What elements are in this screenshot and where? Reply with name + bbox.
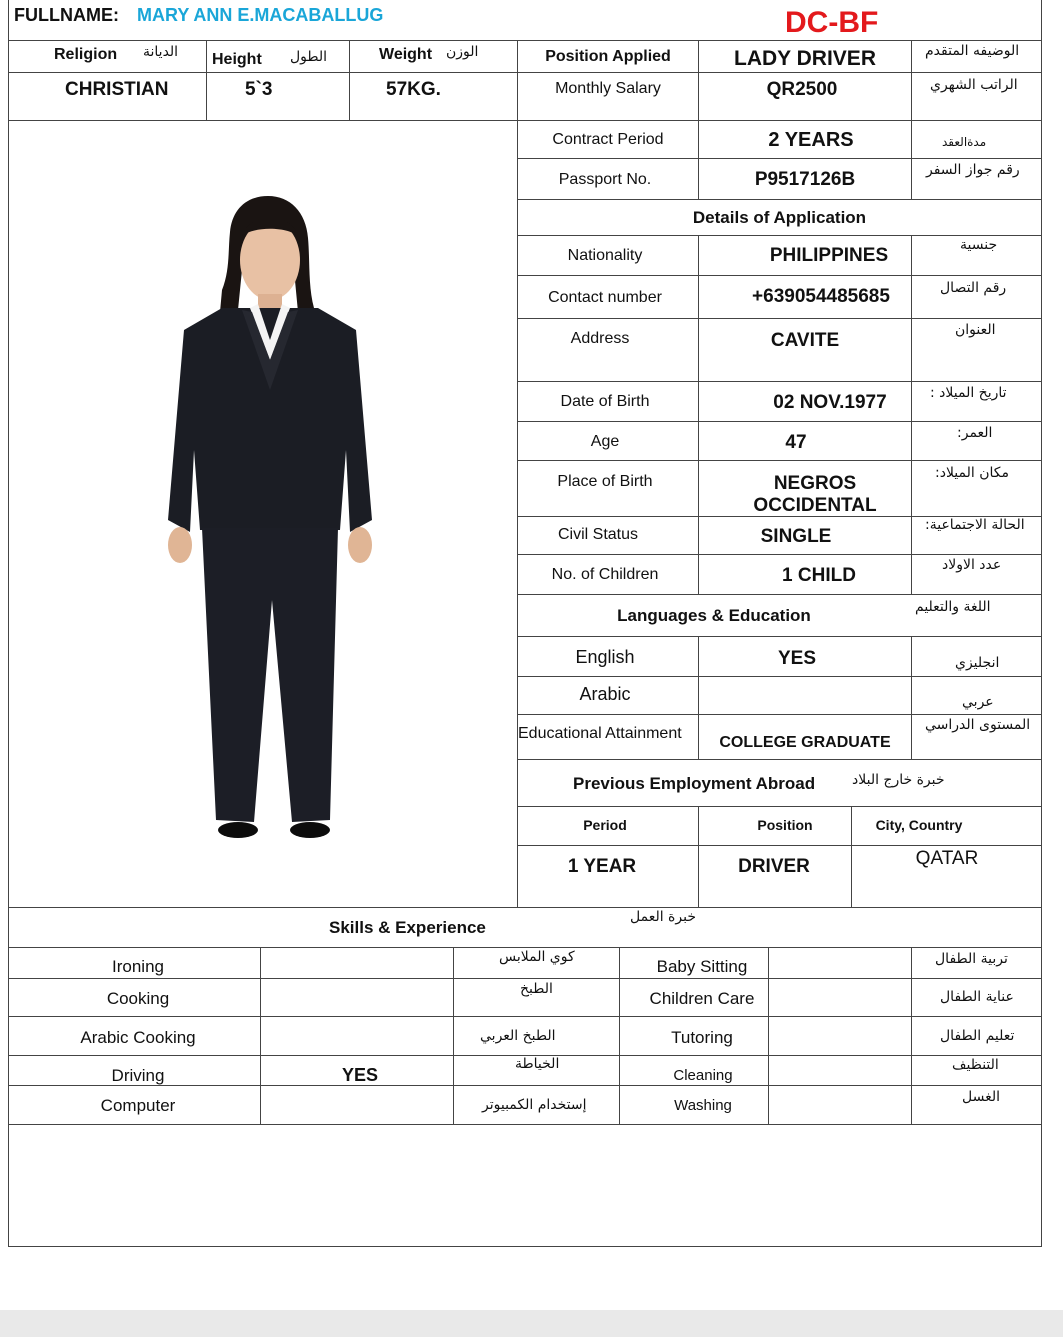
divider: [911, 636, 912, 759]
monthly-salary-label-ar: الراتب الشهري: [930, 77, 1018, 93]
position-applied-label: Position Applied: [545, 48, 671, 65]
position-applied-value: LADY DRIVER: [734, 47, 876, 70]
arabic-label: Arabic: [579, 684, 631, 704]
religion-label-ar: الديانة: [143, 44, 179, 60]
skill-baby-sitting-label-ar: تربية الطفال: [935, 951, 1008, 967]
skill-washing-label: Washing: [674, 1097, 732, 1114]
weight-value: 57KG.: [386, 79, 441, 100]
monthly-salary-label: Monthly Salary: [555, 80, 661, 97]
form-code: DC-BF: [785, 6, 879, 39]
civil-status-label: Civil Status: [557, 526, 639, 543]
passport-no-label-ar: رقم جواز السفر: [926, 162, 1020, 178]
skill-cleaning-label-ar: التنظيف: [952, 1057, 999, 1073]
height-label: Height: [212, 51, 262, 68]
divider: [8, 1124, 1042, 1125]
age-label: Age: [590, 433, 620, 450]
details-of-application-title: Details of Application: [692, 208, 867, 227]
civil-status-label-ar: الحالة الاجتماعية:: [925, 517, 1025, 533]
contract-period-value: 2 YEARS: [768, 129, 854, 151]
nationality-label: Nationality: [567, 247, 643, 264]
place-of-birth-label: Place of Birth: [557, 473, 653, 490]
monthly-salary-value: QR2500: [766, 79, 838, 100]
divider: [517, 235, 1042, 236]
fullname-label: FULLNAME:: [14, 5, 119, 25]
height-value: 5`3: [245, 79, 273, 100]
address-value: CAVITE: [770, 330, 840, 351]
contract-period-label-ar: مدةالعقد: [942, 135, 987, 149]
divider: [8, 978, 1042, 979]
contract-period-label: Contract Period: [552, 131, 664, 148]
height-label-ar: الطول: [290, 49, 328, 65]
religion-value: CHRISTIAN: [65, 79, 169, 100]
skill-cooking-label-ar: الطبخ: [520, 981, 553, 997]
divider: [8, 40, 1042, 41]
divider: [517, 199, 1042, 200]
divider: [517, 676, 1042, 677]
position-applied-label-ar: الوضيفه المتقدم: [925, 43, 1020, 59]
place-of-birth-value-line1: NEGROS: [773, 473, 857, 494]
passport-no-label: Passport No.: [558, 171, 652, 188]
educational-attainment-label-ar: المستوى الدراسي: [925, 717, 1031, 733]
skill-computer-label: Computer: [100, 1096, 176, 1115]
divider: [8, 1085, 1042, 1086]
divider: [911, 947, 912, 1124]
skill-driving-label-ar: الخياطة: [515, 1056, 560, 1072]
divider: [8, 120, 1042, 121]
languages-education-title: Languages & Education: [617, 606, 811, 625]
address-label: Address: [570, 330, 630, 347]
contact-number-label-ar: رقم التصال: [940, 280, 1007, 296]
divider: [517, 460, 1042, 461]
skill-arabic-cooking-label-ar: الطبخ العربي: [480, 1028, 556, 1044]
weight-label-ar: الوزن: [446, 44, 479, 60]
divider: [517, 806, 1042, 807]
divider: [517, 759, 1042, 760]
skill-ironing-label: Ironing: [112, 957, 164, 976]
employment-position-value: DRIVER: [738, 856, 810, 877]
page-bottom-edge: [0, 1310, 1063, 1337]
divider: [517, 845, 1042, 846]
employment-header-city-country: City, Country: [875, 817, 963, 833]
skill-computer-label-ar: إستخدام الكمبيوتر: [482, 1097, 587, 1113]
weight-label: Weight: [379, 46, 433, 63]
divider: [453, 947, 454, 1124]
skill-cooking-label: Cooking: [106, 989, 170, 1008]
divider: [517, 158, 1042, 159]
skill-baby-sitting-label: Baby Sitting: [656, 957, 748, 976]
place-of-birth-label-ar: مكان الميلاد:: [935, 465, 1010, 481]
address-label-ar: العنوان: [955, 322, 996, 338]
divider: [517, 421, 1042, 422]
age-label-ar: العمر:: [957, 425, 993, 441]
divider: [517, 554, 1042, 555]
passport-no-value: P9517126B: [754, 169, 856, 190]
divider: [8, 72, 1042, 73]
divider: [517, 275, 1042, 276]
educational-attainment-value: COLLEGE GRADUATE: [719, 734, 891, 751]
date-of-birth-value: 02 NOV.1977: [773, 392, 887, 413]
skills-experience-title: Skills & Experience: [329, 918, 486, 937]
nationality-value: PHILIPPINES: [769, 245, 889, 266]
divider: [911, 40, 912, 199]
skill-driving-value: YES: [341, 1065, 379, 1085]
no-of-children-label: No. of Children: [551, 566, 659, 583]
place-of-birth-value-line2: OCCIDENTAL: [753, 495, 877, 516]
divider: [8, 947, 1042, 948]
skill-tutoring-label: Tutoring: [671, 1028, 733, 1047]
english-label-ar: انجليزي: [955, 655, 1000, 671]
divider: [517, 594, 1042, 595]
english-label: English: [575, 647, 635, 667]
date-of-birth-label-ar: تاريخ الميلاد :: [930, 385, 1007, 401]
contact-number-value: +639054485685: [752, 286, 890, 307]
no-of-children-label-ar: عدد الاولاد: [942, 557, 1002, 573]
divider: [517, 318, 1042, 319]
skills-experience-title-ar: خبرة العمل: [630, 909, 696, 925]
age-value: 47: [785, 432, 807, 453]
employment-header-period: Period: [583, 817, 627, 833]
employment-period-value: 1 YEAR: [567, 856, 637, 877]
skill-ironing-label-ar: كوي الملابس: [499, 949, 575, 965]
educational-attainment-label: Educational Attainment: [518, 725, 682, 742]
nationality-label-ar: جنسية: [960, 237, 998, 253]
divider: [517, 381, 1042, 382]
skill-arabic-cooking-label: Arabic Cooking: [80, 1028, 196, 1047]
divider: [8, 1016, 1042, 1017]
languages-education-title-ar: اللغة والتعليم: [915, 599, 991, 615]
skill-children-care-label: Children Care: [649, 989, 755, 1008]
divider: [8, 907, 1042, 908]
divider: [349, 40, 350, 120]
divider: [517, 636, 1042, 637]
divider: [206, 40, 207, 120]
skill-cleaning-label: Cleaning: [673, 1067, 733, 1084]
skill-washing-label-ar: الغسل: [962, 1089, 1001, 1105]
previous-employment-title: Previous Employment Abroad: [573, 774, 816, 793]
fullname-value: MARY ANN E.MACABALLUG: [137, 5, 384, 25]
english-value: YES: [777, 648, 817, 669]
employment-city-country-value: QATAR: [915, 848, 979, 869]
skill-driving-label: Driving: [111, 1066, 165, 1085]
divider: [517, 714, 1042, 715]
religion-label: Religion: [54, 46, 118, 63]
applicant-photo: [150, 190, 390, 850]
date-of-birth-label: Date of Birth: [560, 393, 650, 410]
arabic-label-ar: عربي: [962, 694, 994, 710]
employment-header-position: Position: [757, 817, 813, 833]
previous-employment-title-ar: خبرة خارج البلاد: [852, 772, 945, 788]
contact-number-label: Contact number: [548, 289, 662, 306]
skill-tutoring-label-ar: تعليم الطفال: [940, 1028, 1015, 1044]
no-of-children-value: 1 CHILD: [782, 565, 856, 586]
civil-status-value: SINGLE: [760, 526, 832, 547]
skill-children-care-label-ar: عناية الطفال: [940, 989, 1014, 1005]
